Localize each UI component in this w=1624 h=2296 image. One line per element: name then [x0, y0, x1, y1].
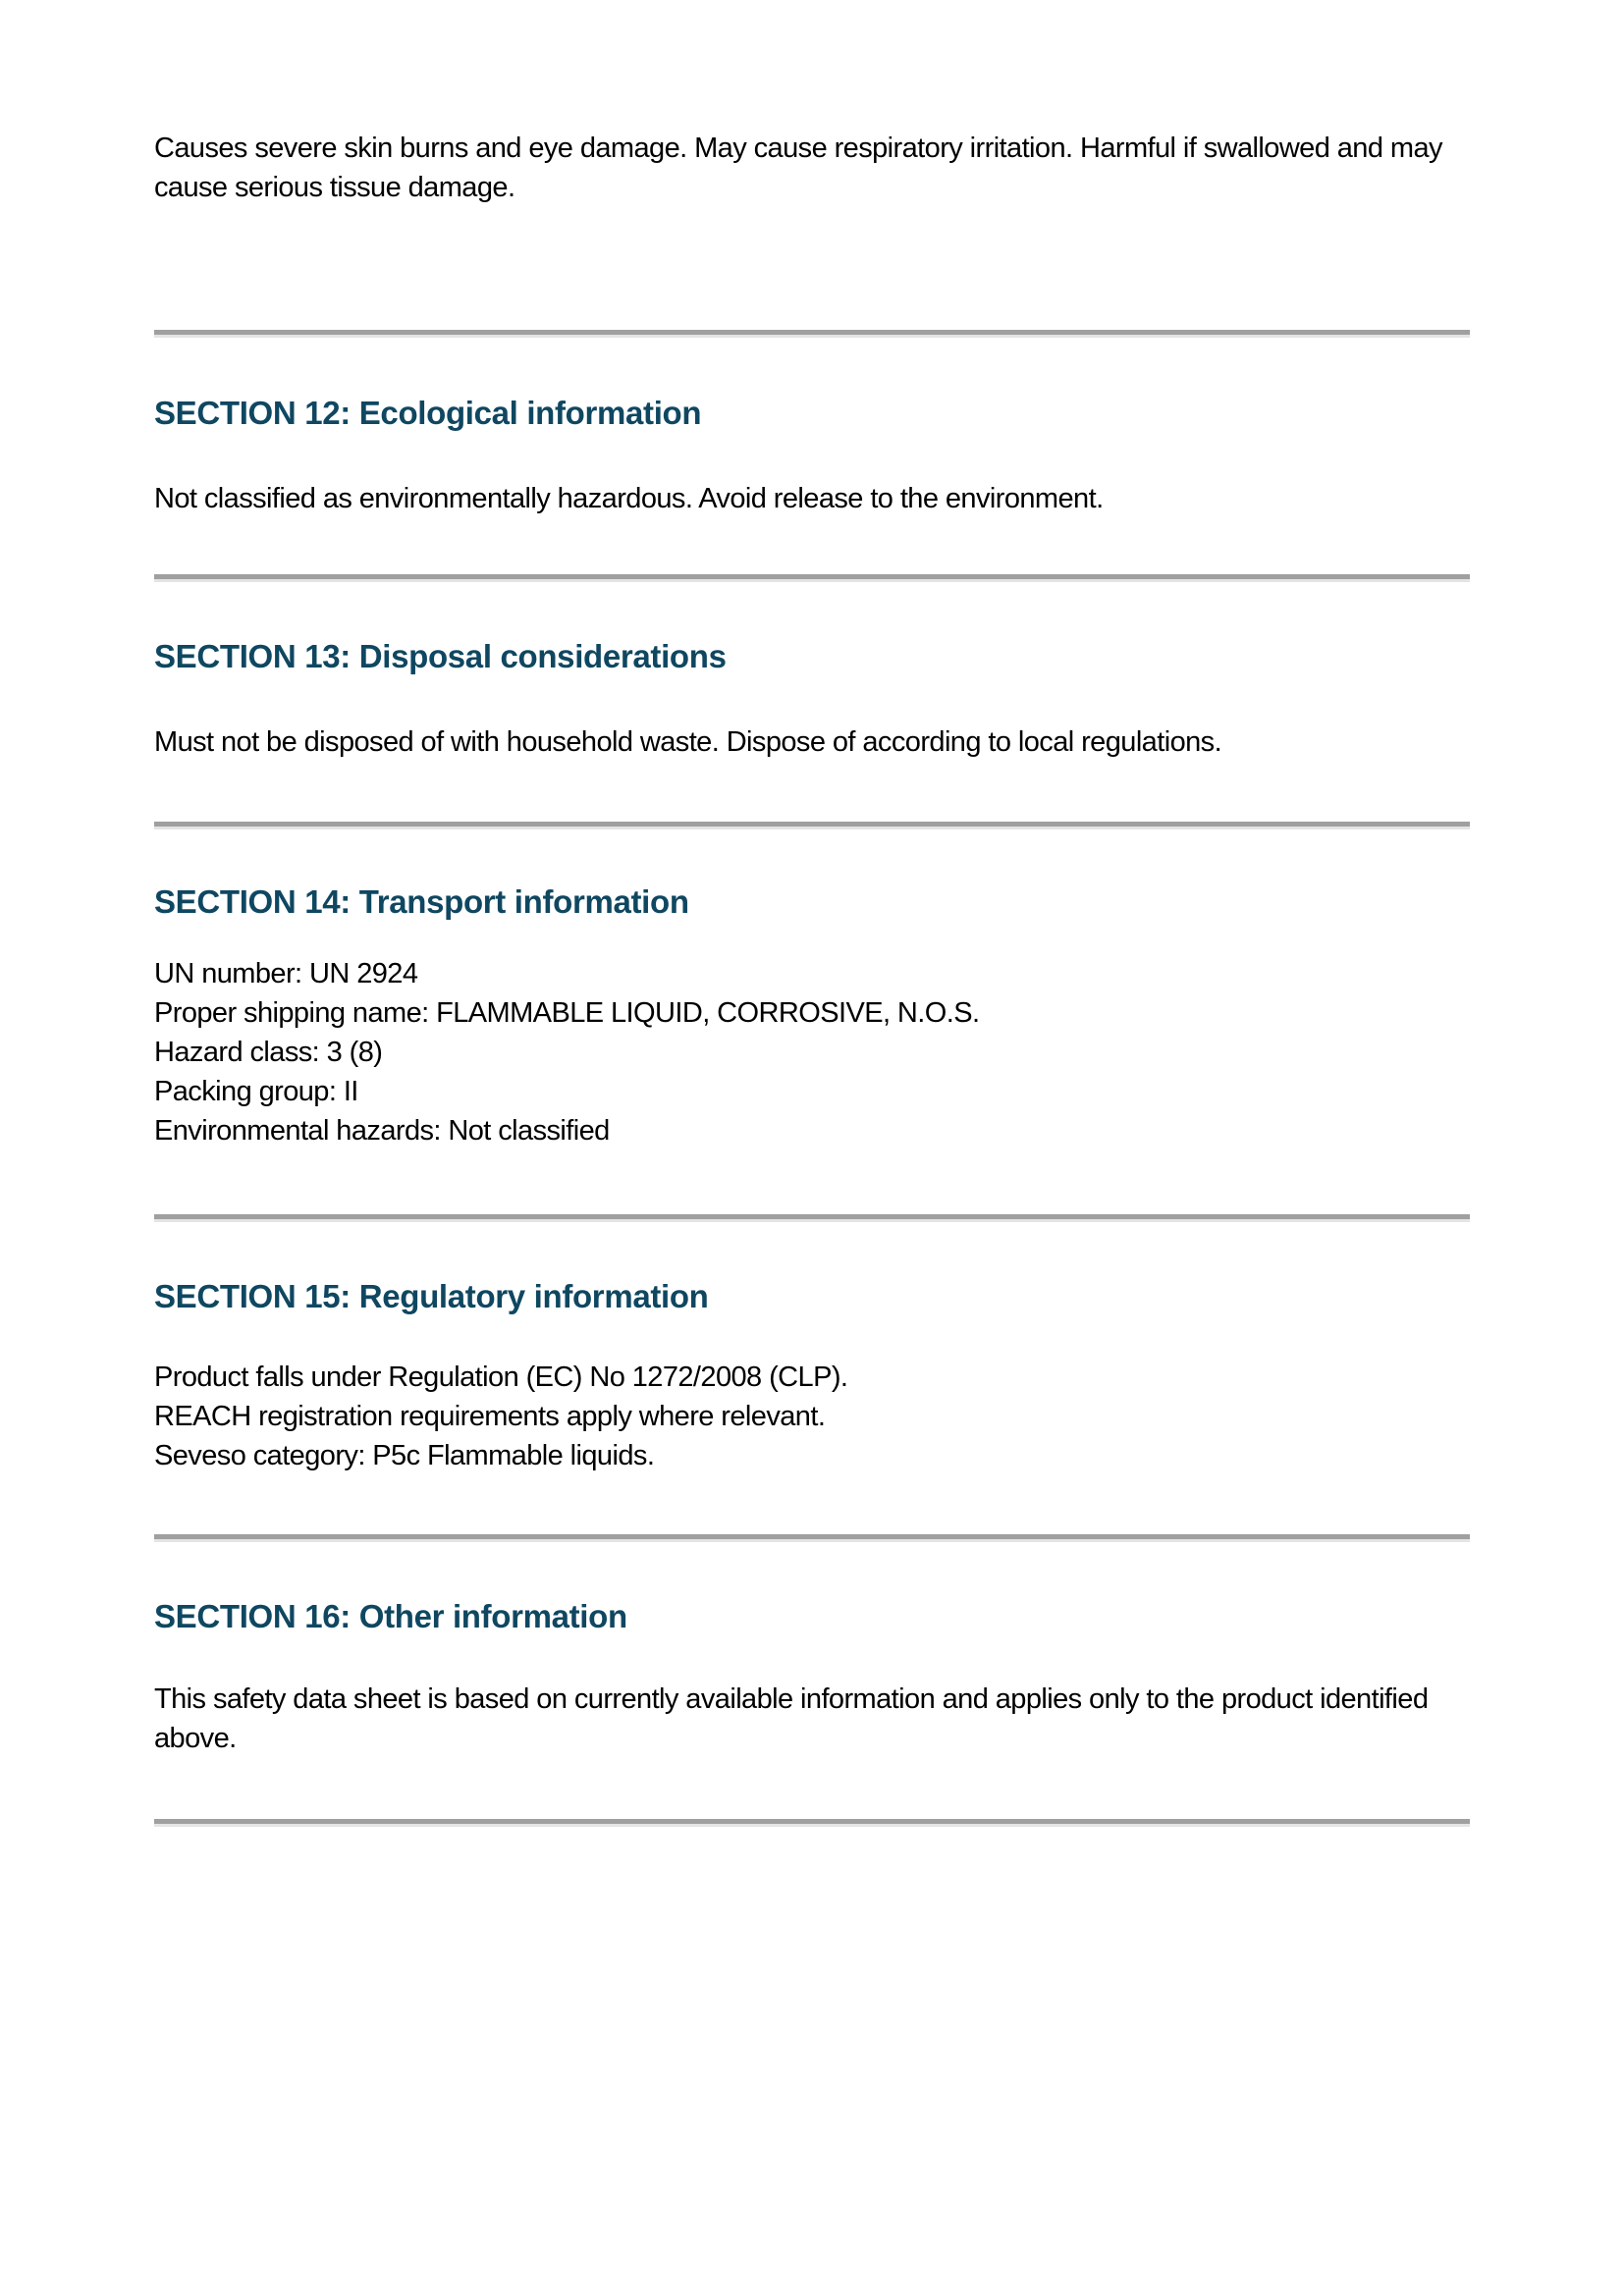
- regulatory-reach-line: REACH registration requirements apply where relevant.: [154, 1401, 826, 1432]
- transport-environmental-hazards: Environmental hazards: Not classified: [154, 1115, 610, 1147]
- section-13-heading: SECTION 13: Disposal considerations: [154, 638, 727, 674]
- section-14-body: [154, 954, 1470, 1150]
- section-16: [154, 1595, 1470, 1758]
- regulatory-seveso-line: Seveso category: P5c Flammable liquids.: [154, 1440, 655, 1471]
- horizontal-rule: [154, 330, 1470, 338]
- horizontal-rule: [154, 1819, 1470, 1827]
- section-15-body: [154, 1358, 1470, 1475]
- intro-paragraph: Causes severe skin burns and eye damage. May cause respiratory irritation. Harmful if swallowed and may cause serious tissue damage.: [154, 133, 1442, 203]
- section-13: [154, 635, 1470, 762]
- section-12-body: Not classified as environmentally hazardous. Avoid release to the environment.: [154, 483, 1104, 514]
- horizontal-rule: [154, 822, 1470, 829]
- section-15-heading: SECTION 15: Regulatory information: [154, 1278, 709, 1314]
- horizontal-rule: [154, 1534, 1470, 1542]
- section-15: [154, 1275, 1470, 1475]
- section-12: [154, 392, 1470, 518]
- section-14-heading: SECTION 14: Transport information: [154, 883, 689, 920]
- horizontal-rule: [154, 1214, 1470, 1222]
- transport-packing-group: Packing group: II: [154, 1076, 358, 1107]
- section-14: [154, 881, 1470, 1150]
- section-16-heading: SECTION 16: Other information: [154, 1598, 627, 1634]
- section-13-body: Must not be disposed of with household waste. Dispose of according to local regulations.: [154, 726, 1222, 758]
- transport-hazard-class: Hazard class: 3 (8): [154, 1037, 383, 1068]
- horizontal-rule: [154, 574, 1470, 582]
- regulatory-clp-line: Product falls under Regulation (EC) No 1272/2008 (CLP).: [154, 1362, 848, 1393]
- transport-shipping-name: Proper shipping name: FLAMMABLE LIQUID, CORROSIVE, N.O.S.: [154, 997, 980, 1029]
- transport-un-number: UN number: UN 2924: [154, 958, 418, 989]
- section-16-body: This safety data sheet is based on currently available information and applies only to the product identified above.: [154, 1683, 1429, 1754]
- section-12-heading: SECTION 12: Ecological information: [154, 395, 702, 431]
